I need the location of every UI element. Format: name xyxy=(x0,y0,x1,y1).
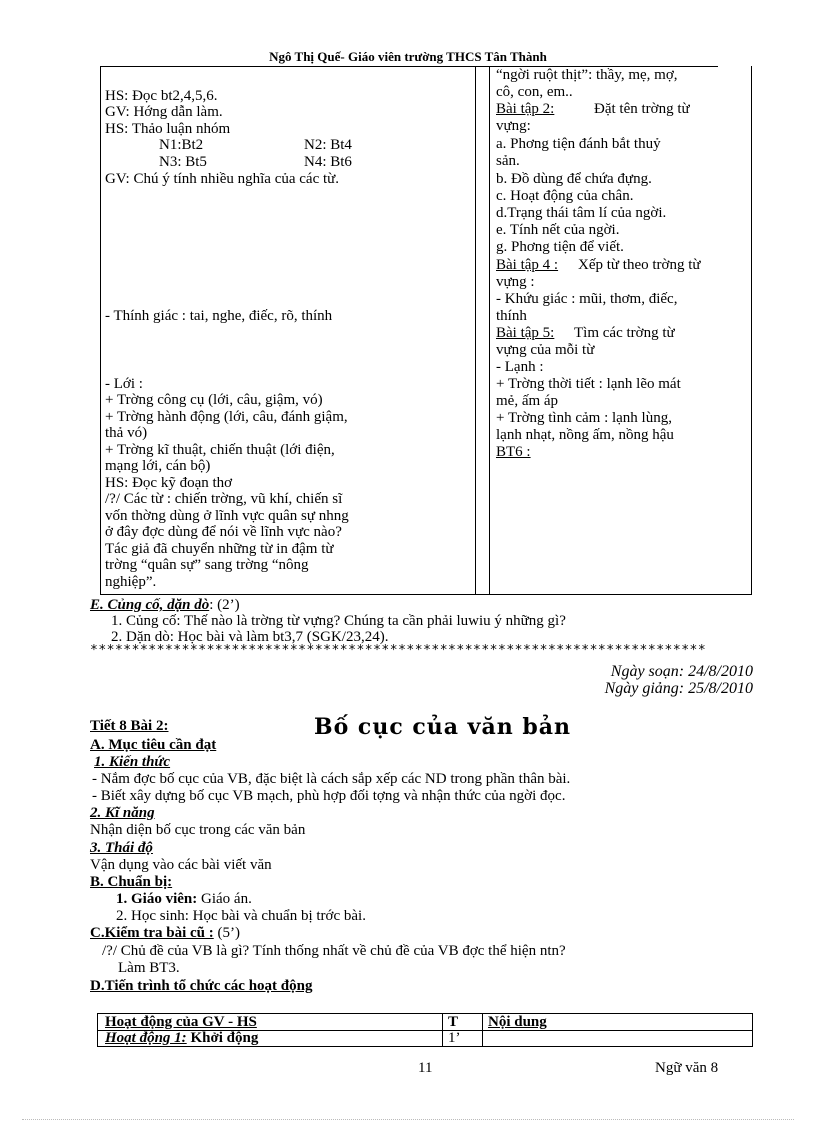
right-line: sản. xyxy=(496,153,520,169)
section-c-heading: C.Kiểm tra bài cũ : (5’) xyxy=(90,925,240,941)
activity-row-time: 1’ xyxy=(448,1030,461,1046)
left-line: HS: Đọc kỹ đoạn thơ xyxy=(105,475,233,491)
section-b-heading: B. Chuẩn bị: xyxy=(90,874,173,890)
left-line: vốn thờng dùng ở lĩnh vực quân sự nhng xyxy=(105,508,349,524)
exercise-6-label: BT6 : xyxy=(496,444,531,460)
right-line: vựng: xyxy=(496,118,531,134)
knowledge-heading: 1. Kiến thức xyxy=(94,754,171,770)
page-edge-dots xyxy=(22,1119,794,1120)
table-divider-1 xyxy=(475,66,476,595)
page-number: 11 xyxy=(418,1060,433,1076)
left-line: trờng “quân sự” sang trờng “nông xyxy=(105,557,309,573)
skills-text: Nhận diện bố cục trong các văn bản xyxy=(90,822,306,838)
attitude-text: Vận dụng vào các bài viết văn xyxy=(90,857,272,873)
left-line: HS: Thảo luận nhóm xyxy=(105,121,231,137)
right-line: - Lạnh : xyxy=(496,359,544,375)
section-e-item: 2. Dặn dò: Học bài và làm bt3,7 (SGK/23,24). xyxy=(111,629,389,645)
section-a-heading: A. Mục tiêu cần đạt xyxy=(90,737,217,753)
left-line: - Lới : xyxy=(105,376,143,392)
subject-label: Ngữ văn 8 xyxy=(655,1060,719,1076)
left-line: /?/ Các từ : chiến trờng, vũ khí, chiến sĩ xyxy=(105,491,343,507)
left-line: N3: Bt5 xyxy=(159,154,207,170)
left-line: + Trờng hành động (lới, câu, đánh giậm, xyxy=(105,409,348,425)
left-line: + Trờng kĩ thuật, chiến thuật (lới điện, xyxy=(105,442,335,458)
left-line: GV: Hớng dẫn làm. xyxy=(105,104,223,120)
knowledge-item: - Nắm đợc bố cục của VB, đặc biệt là cách sắp xếp các ND trong phần thân bài. xyxy=(92,771,571,787)
page-header: Ngô Thị Quế- Giáo viên trường THCS Tân Thành xyxy=(269,49,547,64)
attitude-heading: 3. Thái độ xyxy=(90,840,153,856)
student-prep: 2. Học sinh: Học bài và chuẩn bị trớc bài. xyxy=(116,908,366,924)
col-header-time: T xyxy=(448,1014,459,1030)
left-line: Tác giả đã chuyển những từ in đậm từ xyxy=(105,541,334,557)
right-line: a. Phơng tiện đánh bắt thuỷ xyxy=(496,136,661,152)
activities-table-col-divider xyxy=(482,1013,483,1047)
right-line: g. Phơng tiện để viết. xyxy=(496,239,624,255)
left-line: nghiệp”. xyxy=(105,574,157,590)
right-line: vựng của mỗi từ xyxy=(496,342,595,358)
teacher-prep: 1. Giáo viên: Giáo án. xyxy=(116,891,252,907)
right-line: “ngời ruột thịt”: thầy, mẹ, mợ, xyxy=(496,67,678,83)
separator-stars: ************************************************************************** xyxy=(90,643,707,658)
right-line: + Trờng thời tiết : lạnh lẽo mát xyxy=(496,376,681,392)
date-taught: Ngày giảng: 25/8/2010 xyxy=(604,680,753,697)
left-line: mạng lới, cán bộ) xyxy=(105,458,211,474)
date-prepared: Ngày soạn: 24/8/2010 xyxy=(610,663,753,680)
left-line: HS: Đọc bt2,4,5,6. xyxy=(105,88,218,104)
right-line: vựng : xyxy=(496,274,535,290)
review-task: Làm BT3. xyxy=(118,960,180,976)
right-line: Tìm các trờng từ xyxy=(574,325,675,341)
right-line: c. Hoạt động của chân. xyxy=(496,188,634,204)
activity-row-label: Hoạt động 1: Khởi động xyxy=(105,1030,259,1046)
right-line: thính xyxy=(496,308,527,324)
left-line: GV: Chú ý tính nhiều nghĩa của các từ. xyxy=(105,171,340,187)
right-line: d.Trạng thái tâm lí của ngời. xyxy=(496,205,667,221)
right-line: - Khứu giác : mũi, thơm, điếc, xyxy=(496,291,678,307)
right-line: mẻ, ấm áp xyxy=(496,393,559,409)
left-line: - Thính giác : tai, nghe, điếc, rõ, thính xyxy=(105,308,333,324)
left-line: N1:Bt2 xyxy=(159,137,204,153)
knowledge-item: - Biết xây dựng bố cục VB mạch, phù hợp đối tợng và nhận thức của ngời đọc. xyxy=(92,788,566,804)
left-line: thả vó) xyxy=(105,425,148,441)
right-line: Đặt tên trờng từ xyxy=(594,101,690,117)
right-line: cô, con, em.. xyxy=(496,84,573,100)
right-line: b. Đồ dùng để chứa đựng. xyxy=(496,171,652,187)
exercise-4-label: Bài tập 4 : xyxy=(496,257,559,273)
left-line: N4: Bt6 xyxy=(304,154,352,170)
right-line: Xếp từ theo trờng từ xyxy=(578,257,701,273)
lesson-title: Bố cục của văn bản xyxy=(314,714,572,740)
lesson-number: Tiết 8 Bài 2: xyxy=(90,718,169,734)
right-line: e. Tính nết của ngời. xyxy=(496,222,620,238)
right-line: + Trờng tình cảm : lạnh lùng, xyxy=(496,410,672,426)
col-header-activity: Hoạt động của GV - HS xyxy=(105,1014,257,1030)
section-d-heading: D.Tiến trình tổ chức các hoạt động xyxy=(90,978,313,994)
review-question: /?/ Chủ đề của VB là gì? Tính thống nhất về chủ đề của VB đợc thể hiện ntn? xyxy=(102,943,566,959)
right-line: lạnh nhạt, nồng ấm, nồng hậu xyxy=(496,427,674,443)
activities-table-col-divider xyxy=(442,1013,443,1047)
left-line: + Trờng công cụ (lới, câu, giậm, vó) xyxy=(105,392,323,408)
col-header-content: Nội dung xyxy=(488,1014,547,1030)
skills-heading: 2. Kĩ năng xyxy=(90,805,155,821)
table-divider-2 xyxy=(489,66,490,595)
left-line: ở đây đợc dùng để nói về lĩnh vực nào? xyxy=(105,524,342,540)
section-e-heading: E. Củng cố, dặn dò: (2’) xyxy=(90,597,240,613)
section-e-item: 1. Củng cố: Thế nào là trờng từ vựng? Chúng ta cần phải luwiu ý những gì? xyxy=(111,613,566,629)
exercise-5-label: Bài tập 5: xyxy=(496,325,555,341)
left-line: N2: Bt4 xyxy=(304,137,352,153)
exercise-2-label: Bài tập 2: xyxy=(496,101,555,117)
